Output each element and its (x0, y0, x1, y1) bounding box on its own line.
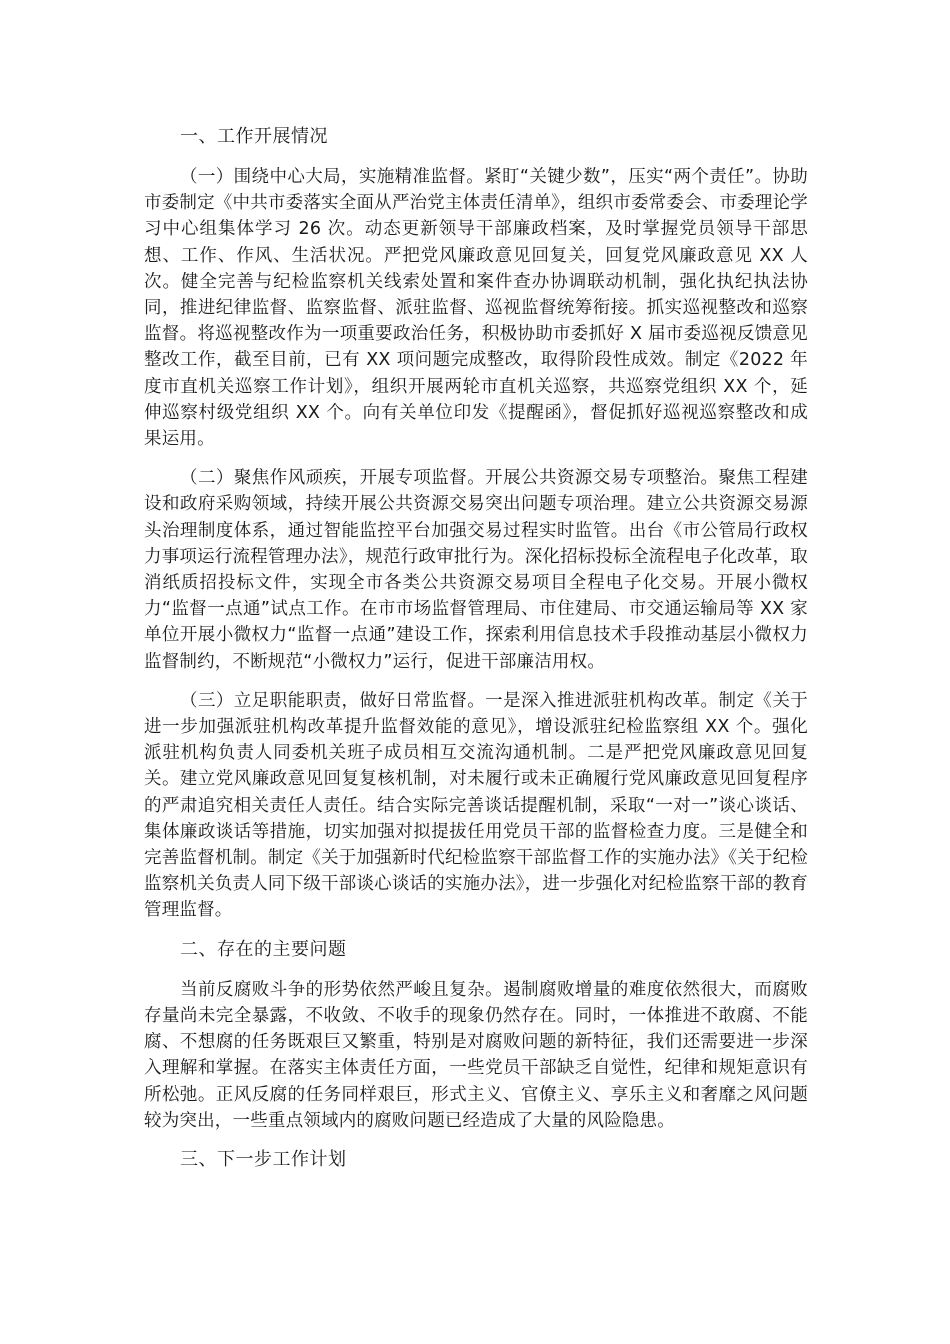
document-body (144, 124, 808, 1187)
section-1-paragraph-3: （三）立足职能职责，做好日常监督。一是深入推进派驻机构改革。制定《关于进一步加强派驻机构改革提升监督效能的意见》，增设派驻纪检监察组 XX 个。强化派驻机构负责人同委机关班子成员相互交流沟通机制。二是严把党风廉政意见回复关。建立党风廉政意见回复复核机制，对未履行或未正确履行党风廉政意见回复程序的严肃追究相关责任人责任。结合实际完善谈话提醒机制，采取“一对一”谈心谈话、集体廉政谈话等措施，切实加强对拟提拔任用党员干部的监督检查力度。三是健全和完善监督机制。制定《关于加强新时代纪检监察干部监督工作的实施办法》《关于纪检监察机关负责人同下级干部谈心谈话的实施办法》，进一步强化对纪检监察干部的教育管理监督。 (144, 690, 808, 921)
section-1-paragraph-2: （二）聚焦作风顽疾，开展专项监督。开展公共资源交易专项整治。聚焦工程建设和政府采购领域，持续开展公共资源交易突出问题专项治理。建立公共资源交易源头治理制度体系，通过智能监控平台加强交易过程实时监管。出台《市公管局行政权力事项运行流程管理办法》，规范行政审批行为。深化招标投标全流程电子化改革，取消纸质招投标文件，实现全市各类公共资源交易项目全程电子化交易。开展小微权力“监督一点通”试点工作。在市市场监督管理局、市住建局、市交通运输局等 XX 家单位开展小微权力“监督一点通”建设工作，探索利用信息技术手段推动基层小微权力监督制约，不断规范“小微权力”运行，促进干部廉洁用权。 (144, 468, 808, 672)
section-2-paragraph: 当前反腐败斗争的形势依然严峻且复杂。遏制腐败增量的难度依然很大，而腐败存量尚未完全暴露，不收敛、不收手的现象仍然存在。同时，一体推进不敢腐、不能腐、不想腐的任务既艰巨又繁重，特别是对腐败问题的新特征，我们还需要进一步深入理解和掌握。在落实主体责任方面，一些党员干部缺乏自觉性，纪律和规矩意识有所松弛。正风反腐的任务同样艰巨，形式主义、官僚主义、享乐主义和奢靡之风问题较为突出，一些重点领域内的腐败问题已经造成了大量的风险隐患。 (144, 979, 808, 1131)
section-2-heading: 二、存在的主要问题 (180, 938, 347, 960)
section-1-paragraph-1: （一）围绕中心大局，实施精准监督。紧盯“关键少数”，压实“两个责任”。协助市委制定《中共市委落实全面从严治党主体责任清单》，组织市委常委会、市委理论学习中心组集体学习 26 次。动态更新领导干部廉政档案，及时掌握党员领导干部思想、工作、作风、生活状况。严把党风廉政意见回复关，回复党风廉政意见 XX 人次。健全完善与纪检监察机关线索处置和案件查办协调联动机制，强化执纪执法协同，推进纪律监督、监察监督、派驻监督、巡视监督统筹衔接。抓实巡视整改和巡察监督。将巡视整改作为一项重要政治任务，积极协助市委抓好 X 届市委巡视反馈意见整改工作，截至目前，已有 XX 项问题完成整改，取得阶段性成效。制定《2022 年度市直机关巡察工作计划》，组织开展两轮市直机关巡察，共巡察党组织 XX 个，延伸巡察村级党组织 XX 个。向有关单位印发《提醒函》，督促抓好巡视巡察整改和成果运用。 (144, 167, 808, 450)
section-3-heading: 三、下一步工作计划 (180, 1148, 347, 1170)
section-1-heading: 一、工作开展情况 (180, 126, 328, 147)
